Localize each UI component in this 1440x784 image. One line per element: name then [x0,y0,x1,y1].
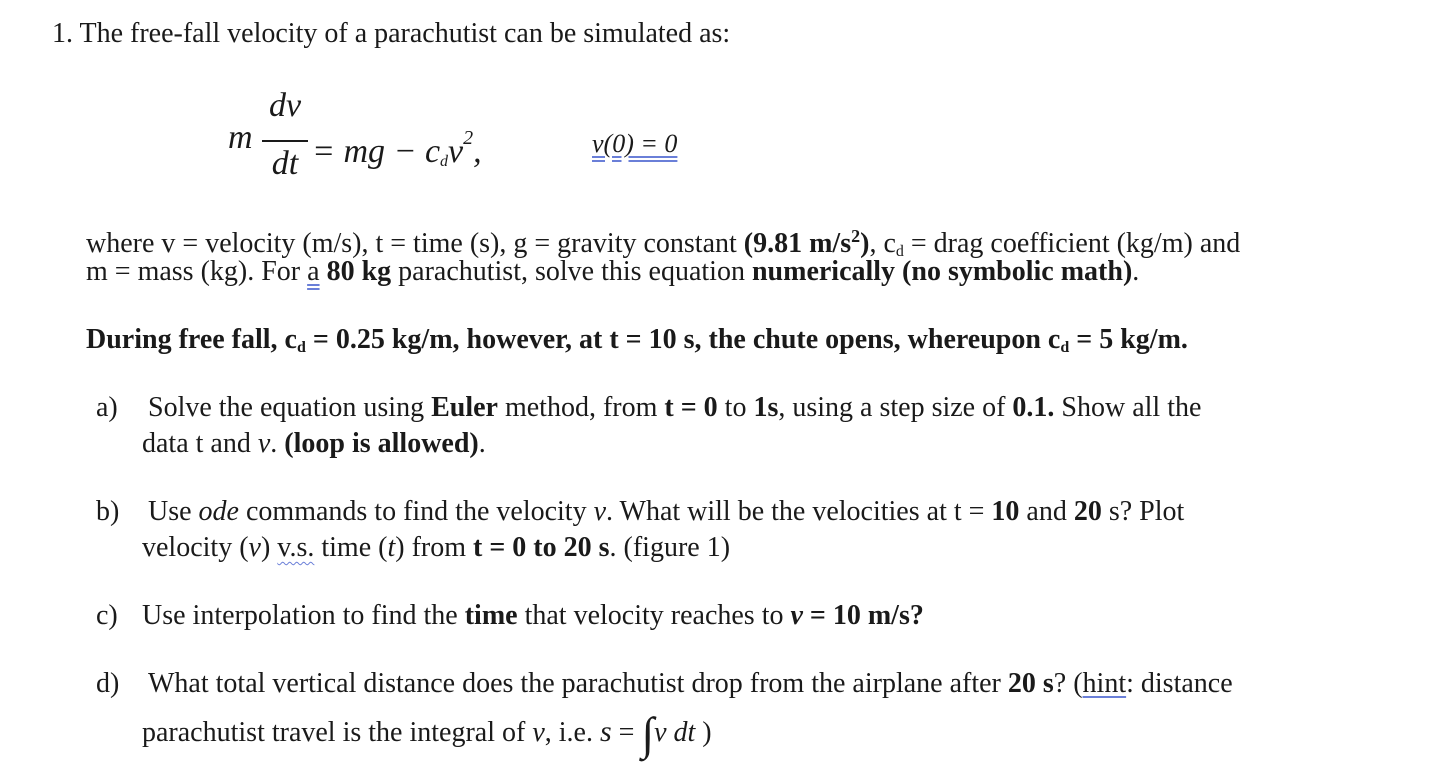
definitions-line-1: where v = velocity (m/s), t = time (s), g = gravity constant (9.81 $m/s^2$), $c_d$ = drag coefficient (kg/m) and [86,226,1241,260]
eq-rhs: = mg − $c_dv^2$, [312,127,482,170]
item-a-line-2: data t and v. (loop is allowed). [142,428,486,459]
item-c-label: c) [96,600,118,631]
item-a-line-1: Solve the equation using Euler method, from t = 0 to 1s, using a step size of 0.1. Show all the [148,392,1202,423]
item-a-label: a) [96,392,118,423]
item-d-line-2: parachutist travel is the integral of v, i.e. s = ∫v dt ) [142,708,712,759]
item-b-line-1: Use ode commands to find the velocity v. What will be the velocities at t = 10 and 20 s? Plot [148,496,1185,527]
vs-abbrev: v.s. [277,532,315,563]
item-b-line-2: velocity (v) v.s. time (t) from t = 0 to 20 s. (figure 1) [142,532,731,563]
item-d-line-1: What total vertical distance does the parachutist drop from the airplane after 20 s? (hint: distance [148,668,1233,699]
item-b-label: b) [96,496,120,527]
eq-dt: dt [271,145,299,182]
item-c-line-1: Use interpolation to find the time that velocity reaches to v = 10 m/s? [142,600,924,631]
integral-sign: ∫ [641,708,655,759]
eq-mass: m [228,119,253,156]
drag-condition: During free fall, $c_d = 0.25$ kg/m, however, at t = 10 s, the chute opens, whereupon $c_d = 5$ kg/m. [86,324,1188,356]
hint-word: hint [1082,668,1127,699]
eq-fraction-bar [262,140,308,142]
item-d-label: d) [96,668,120,699]
eq-dv: dv [268,87,302,124]
question-header [52,16,730,52]
definitions-line-2: m = mass (kg). For a 80 kg parachutist, solve this equation numerically (no symbolic math). [86,256,1140,287]
question-number: 1. [52,18,73,49]
eq-initial-condition: v(0) = 0 [592,129,678,158]
article-a: a [307,256,320,287]
question-intro: The free-fall velocity of a parachutist can be simulated as: [79,18,731,49]
